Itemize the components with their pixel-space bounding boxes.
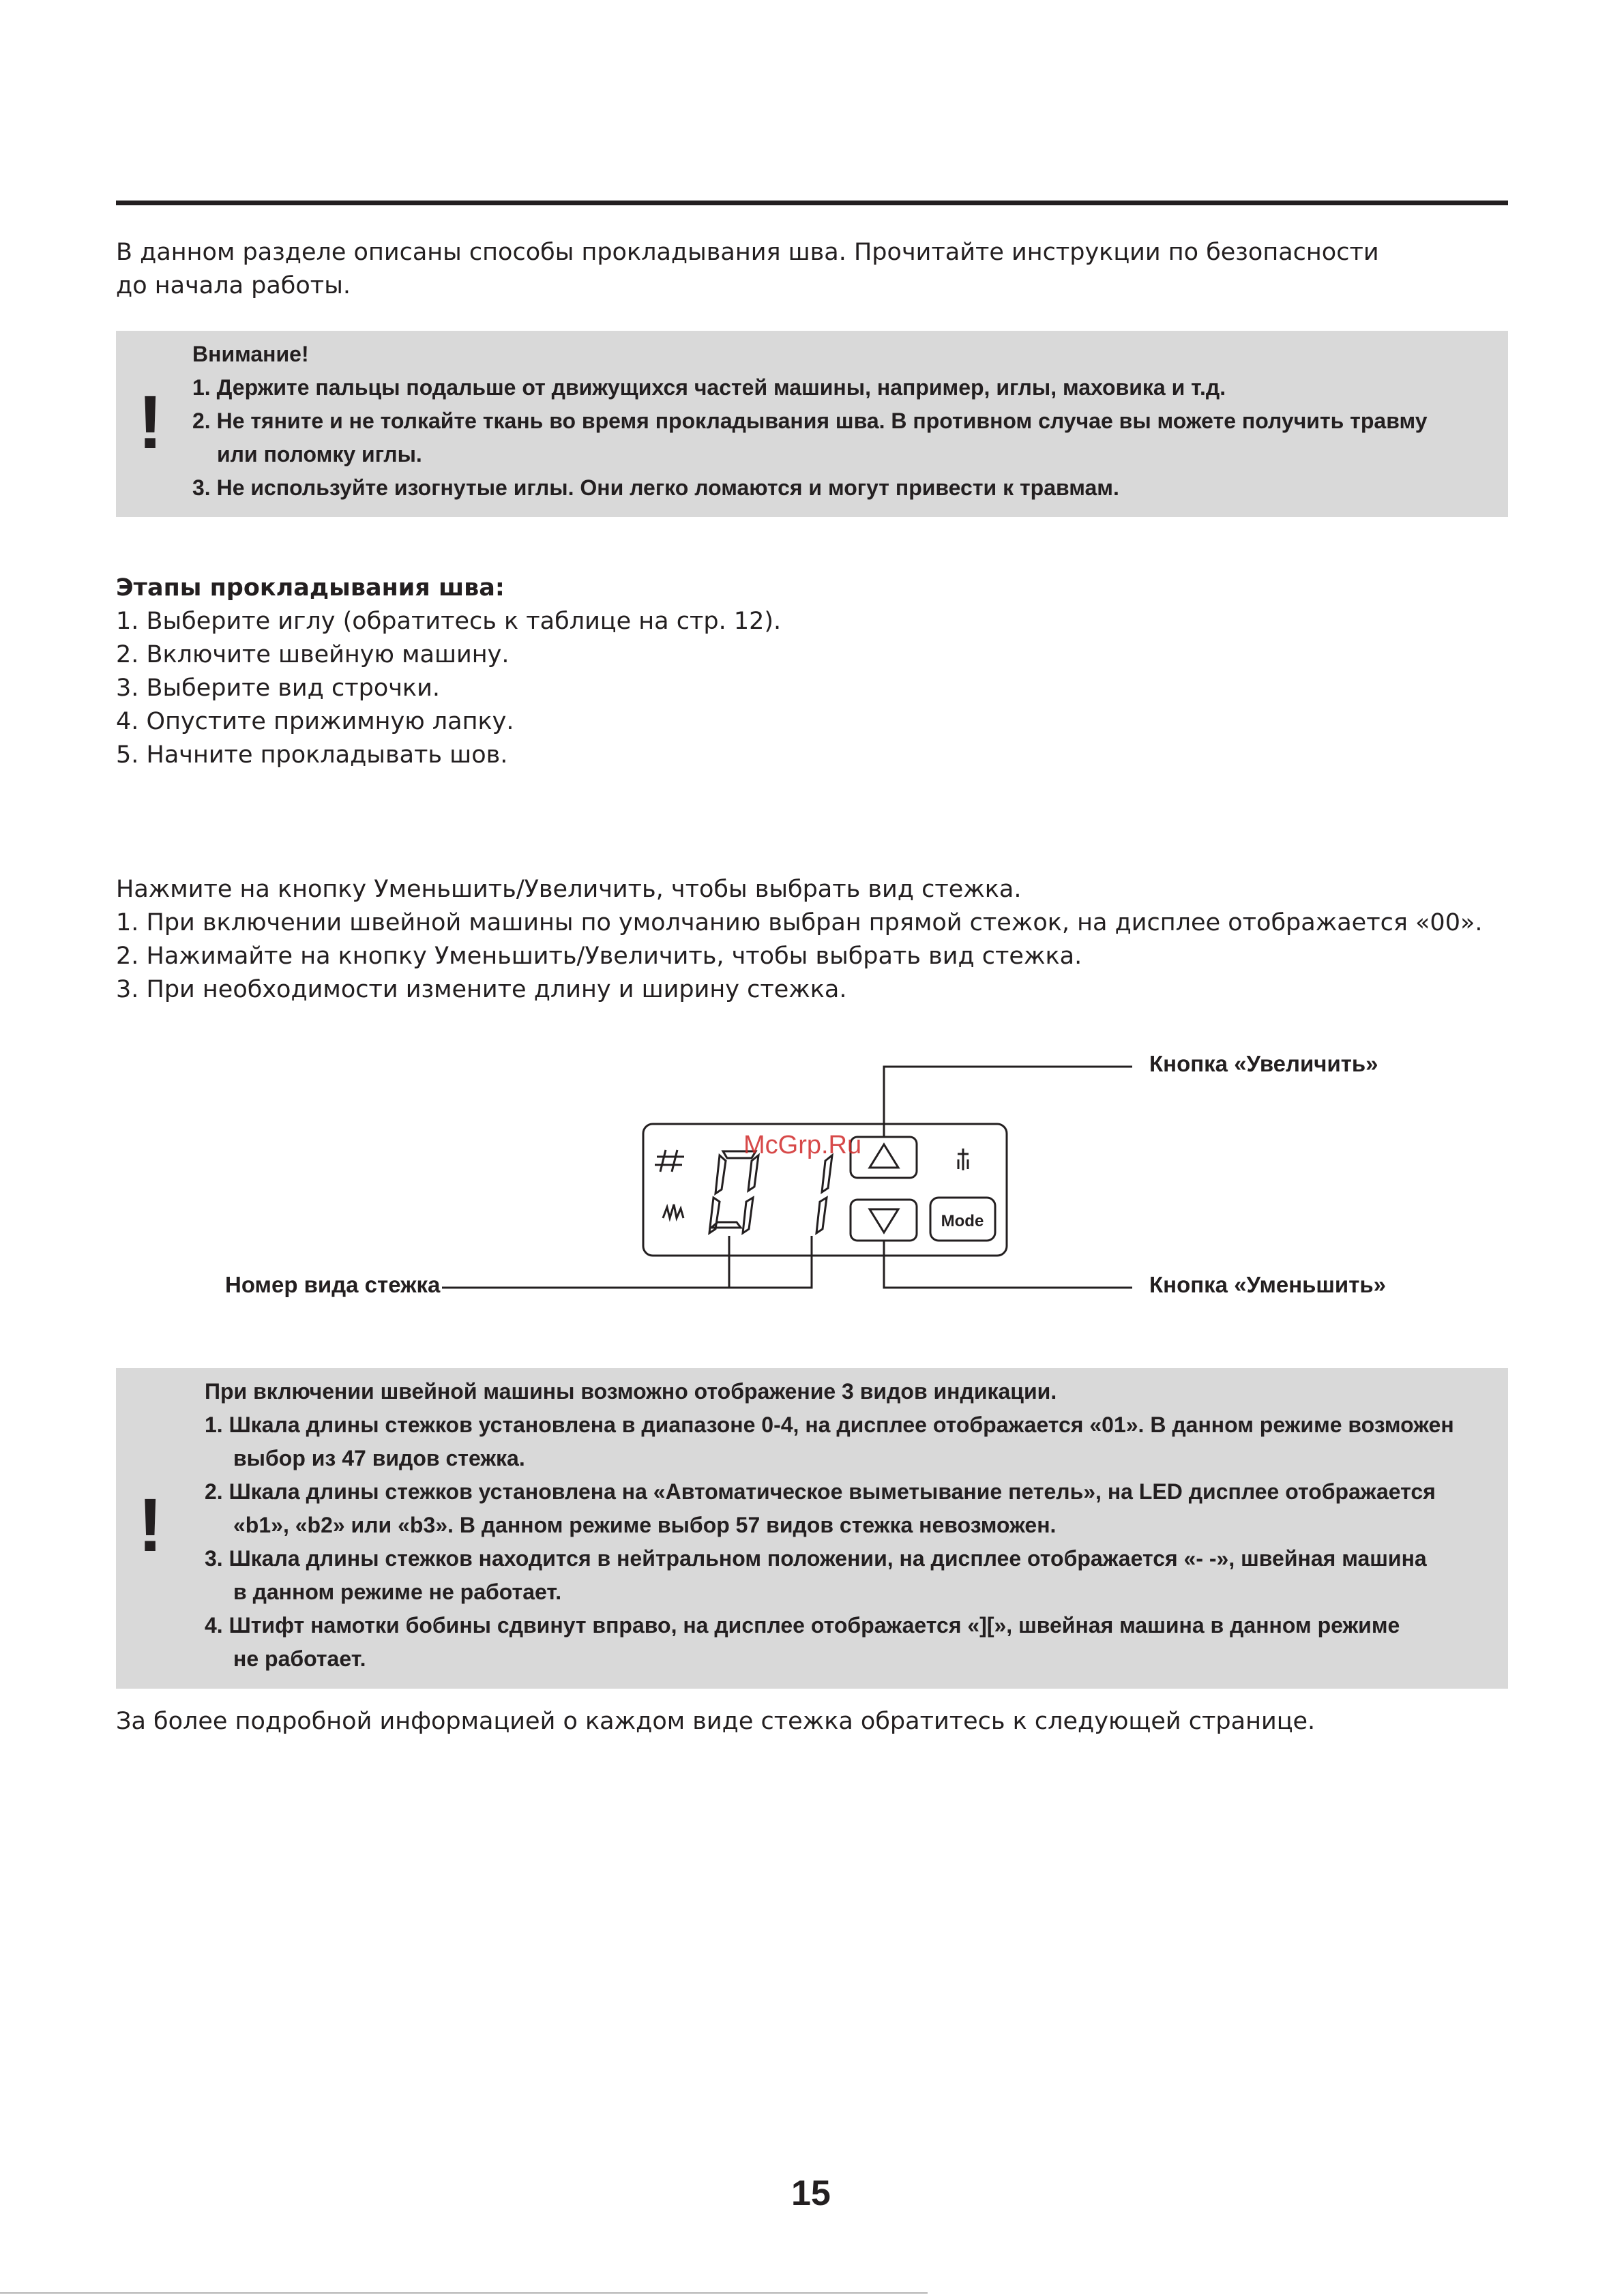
stitch-select-line: Нажмите на кнопку Уменьшить/Увеличить, чтобы выбрать вид стежка. [116, 876, 1022, 903]
mode-button-label: Mode [941, 1212, 984, 1230]
triangle-down-icon [870, 1209, 898, 1232]
info-item: 1. Шкала длины стежков установлена в диапазоне 0-4, на дисплее отображается «01». В данном режиме возможен [205, 1412, 1454, 1437]
leader-line-decrease [884, 1241, 1132, 1288]
intro-line: В данном разделе описаны способы прокладывания шва. Прочитайте инструкции по безопасности [116, 239, 1379, 266]
mode-button-outline [930, 1198, 995, 1241]
leader-line-number-bracket [729, 1236, 812, 1288]
info-item: При включении швейной машины возможно отображение 3 видов индикации. [205, 1379, 1057, 1404]
callout-stitch-number: Номер вида стежка [225, 1272, 441, 1297]
needle-position-icon [958, 1149, 969, 1170]
info-item: 4. Штифт намотки бобины сдвинут вправо, на дисплее отображается «][», швейная машина в данном режиме [205, 1613, 1400, 1638]
exclamation-icon: ! [138, 381, 163, 464]
intro-line: до начала работы. [116, 272, 351, 299]
info-item-continuation: выбор из 47 видов стежка. [233, 1446, 525, 1470]
step-item: 2. Включите швейную машину. [116, 641, 510, 668]
steps-heading: Этапы прокладывания шва: [116, 574, 505, 602]
seven-segment-digit-1 [816, 1155, 832, 1233]
intro-paragraph [116, 236, 1379, 303]
warning-item: 3. Не используйте изогнутые иглы. Они легко ломаются и могут привести к травмам. [192, 475, 1119, 500]
step-item: 3. Выберите вид строчки. [116, 675, 440, 702]
info-item-continuation: в данном режиме не работает. [233, 1580, 562, 1604]
bottom-edge-line [0, 2292, 928, 2294]
stitch-width-icon [663, 1204, 683, 1218]
footer-note-text: За более подробной информацией о каждом виде стежка обратитесь к следующей странице. [116, 1708, 1316, 1735]
stitch-select-line: 3. При необходимости измените длину и ширину стежка. [116, 976, 847, 1003]
footer-note [116, 1705, 1315, 1738]
decrease-button-outline [851, 1200, 917, 1241]
info-item: 2. Шкала длины стежков установлена на «Автоматическое выметывание петель», на LED дисплее отображается [205, 1479, 1436, 1504]
warning-title: Внимание! [192, 342, 309, 366]
step-item: 4. Опустите прижимную лапку. [116, 708, 514, 735]
leader-line-increase [884, 1067, 1132, 1137]
steps-section [116, 572, 781, 772]
warning-box-attention [116, 331, 1508, 517]
info-item: 3. Шкала длины стежков находится в нейтральном положении, на дисплее отображается «- -», швейная машина [205, 1546, 1427, 1571]
step-item: 1. Выберите иглу (обратитесь к таблице на стр. 12). [116, 608, 782, 635]
callout-decrease-button: Кнопка «Уменьшить» [1149, 1272, 1387, 1297]
triangle-up-icon [870, 1144, 898, 1168]
exclamation-icon: ! [138, 1483, 163, 1567]
seven-segment-digit-0 [709, 1151, 758, 1233]
warning-item-continuation: или поломку иглы. [217, 442, 422, 467]
warning-box-display-modes [116, 1368, 1508, 1689]
step-item: 5. Начните прокладывать шов. [116, 741, 508, 769]
warning-item: 1. Держите пальцы подальше от движущихся частей машины, например, иглы, маховика и т.д. [192, 375, 1226, 400]
top-rule [116, 201, 1508, 205]
page-number: 15 [791, 2174, 831, 2213]
stitch-length-icon [655, 1150, 684, 1172]
info-item-continuation: не работает. [233, 1646, 366, 1671]
stitch-select-line: 2. Нажимайте на кнопку Уменьшить/Увеличить, чтобы выбрать вид стежка. [116, 943, 1082, 970]
warning-item: 2. Не тяните и не толкайте ткань во время прокладывания шва. В противном случае вы можете получить травму [192, 409, 1428, 433]
stitch-select-line: 1. При включении швейной машины по умолчанию выбран прямой стежок, на дисплее отображается «00». [116, 909, 1483, 936]
stitch-select-paragraph [116, 873, 1483, 1007]
callout-increase-button: Кнопка «Увеличить» [1149, 1051, 1378, 1076]
info-item-continuation: «b1», «b2» или «b3». В данном режиме выбор 57 видов стежка невозможен. [233, 1513, 1057, 1537]
watermark-text: McGrp.Ru [743, 1131, 862, 1159]
